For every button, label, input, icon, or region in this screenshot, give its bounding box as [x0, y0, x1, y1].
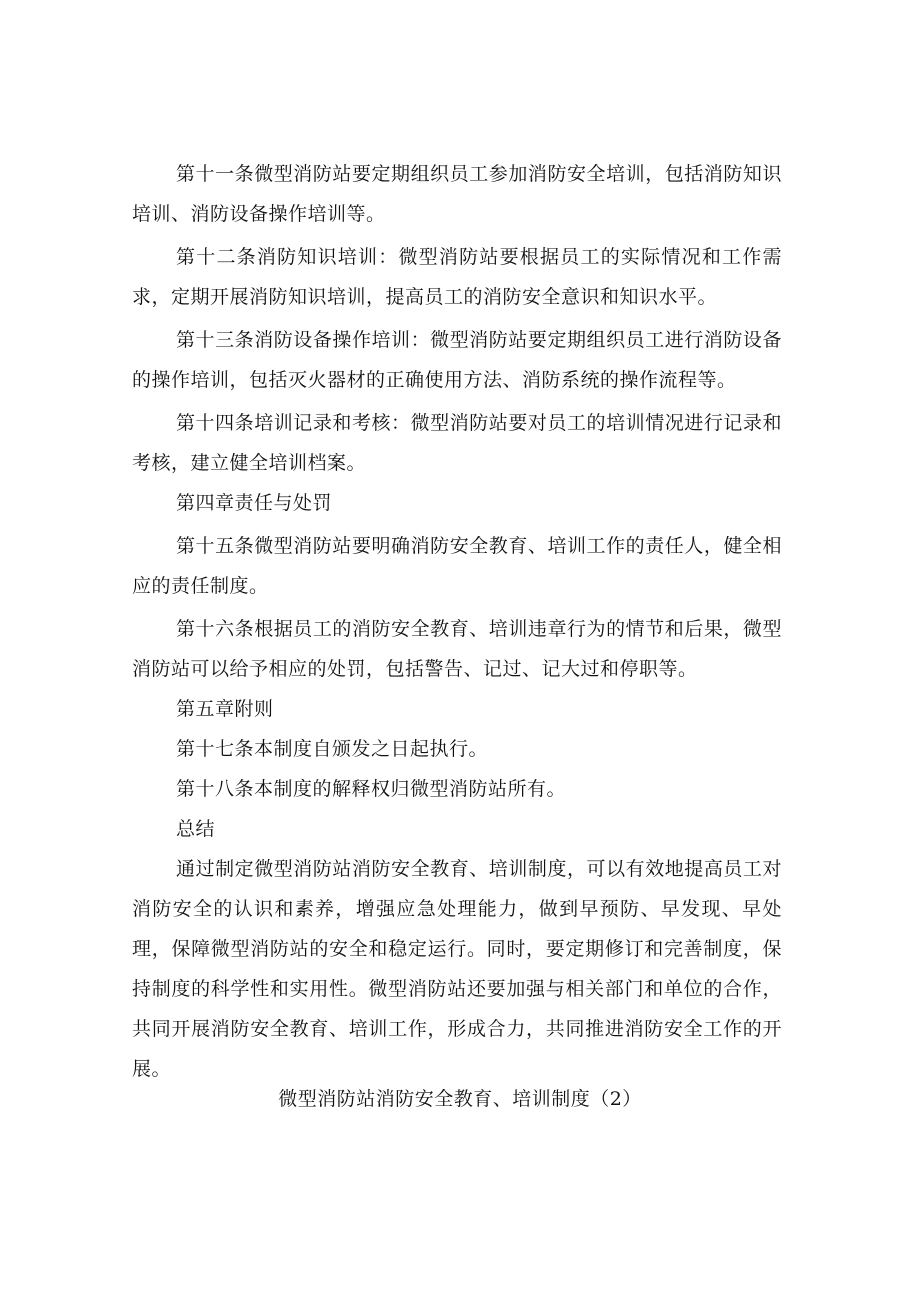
document-body: [132, 154, 782, 1089]
article-16-paragraph: 第十六条根据员工的消防安全教育、培训违章行为的情节和后果，微型消防站可以给予相应的处罚，包括警告、记过、记大过和停职等。: [132, 618, 782, 680]
article-13-paragraph: 第十三条消防设备操作培训：微型消防站要定期组织员工进行消防设备的操作培训，包括灭火器材的正确使用方法、消防系统的操作流程等。: [132, 329, 782, 391]
summary-paragraph: 通过制定微型消防站消防安全教育、培训制度，可以有效地提高员工对消防安全的认识和素养，增强应急处理能力，做到早预防、早发现、早处理，保障微型消防站的安全和稳定运行。同时，要定期修订和完善制度，保持制度的科学性和实用性。微型消防站还要加强与相关部门和单位的合作，共同开展消防安全教育、培训工作，形成合力，共同推进消防安全工作的开展。: [132, 858, 782, 1080]
summary-heading: 总结: [176, 818, 216, 840]
article-12-paragraph: 第十二条消防知识培训：微型消防站要根据员工的实际情况和工作需求，定期开展消防知识培训，提高员工的消防安全意识和知识水平。: [132, 246, 782, 308]
chapter-5-heading: 第五章附则: [176, 698, 274, 720]
next-document-title: 微型消防站消防安全教育、培训制度（2）: [278, 1088, 642, 1110]
article-18-paragraph: 第十八条本制度的解释权归微型消防站所有。: [176, 778, 567, 800]
article-17-paragraph: 第十七条本制度自颁发之日起执行。: [176, 738, 489, 760]
article-15-paragraph: 第十五条微型消防站要明确消防安全教育、培训工作的责任人，健全相应的责任制度。: [132, 535, 782, 597]
chapter-4-heading: 第四章责任与处罚: [176, 492, 333, 514]
article-14-paragraph: 第十四条培训记录和考核：微型消防站要对员工的培训情况进行记录和考核，建立健全培训档案。: [132, 412, 782, 474]
article-11-paragraph: 第十一条微型消防站要定期组织员工参加消防安全培训，包括消防知识培训、消防设备操作培训等。: [132, 163, 782, 225]
